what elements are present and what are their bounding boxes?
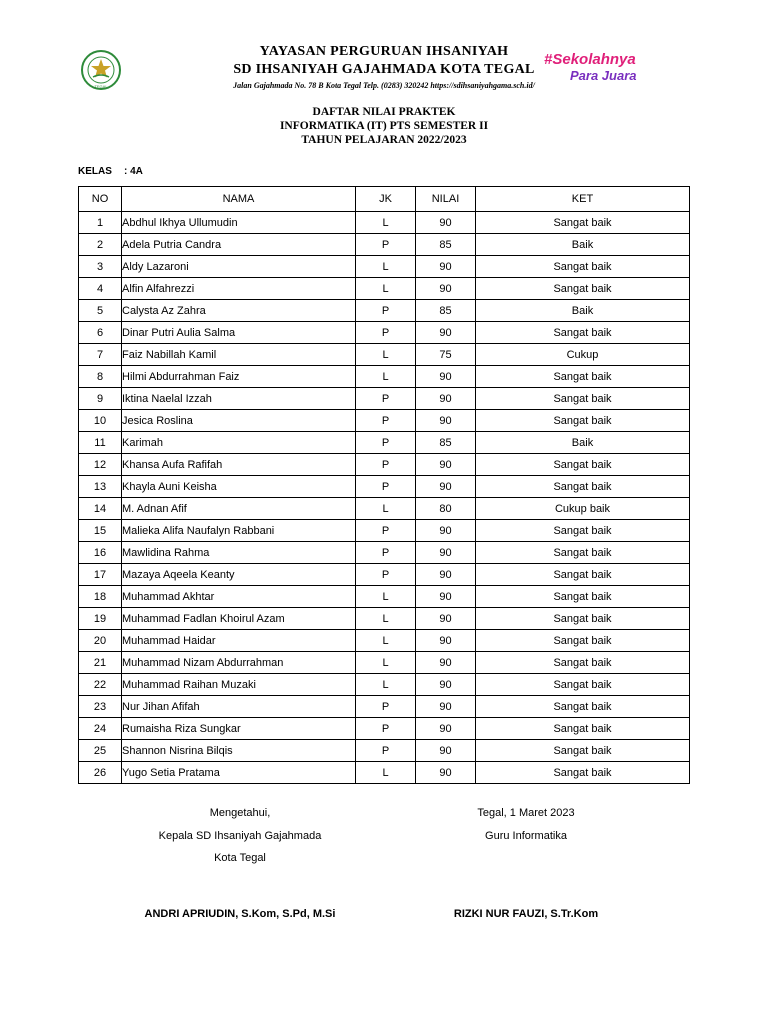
row-ket: Baik: [476, 432, 690, 454]
row-ket: Sangat baik: [476, 212, 690, 234]
sig-left-line3: Kota Tegal: [214, 852, 266, 864]
row-nama: M. Adnan Afif: [122, 498, 356, 520]
row-no: 9: [79, 388, 122, 410]
table-row: [79, 322, 690, 344]
foundation-name: YAYASAN PERGURUAN IHSANIYAH: [259, 44, 509, 59]
row-nilai: 90: [416, 652, 476, 674]
row-nilai: 90: [416, 564, 476, 586]
row-no: 10: [79, 410, 122, 432]
table-row: [79, 476, 690, 498]
header-no: NO: [79, 187, 122, 212]
row-nilai: 90: [416, 322, 476, 344]
row-nilai: 90: [416, 410, 476, 432]
row-ket: Sangat baik: [476, 278, 690, 300]
row-jk: L: [356, 630, 416, 652]
row-no: 24: [79, 718, 122, 740]
table-row: [79, 212, 690, 234]
row-nilai: 90: [416, 476, 476, 498]
sig-left-name: ANDRI APRIUDIN, S.Kom, S.Pd, M.Si: [144, 908, 336, 920]
row-nama: Muhammad Fadlan Khoirul Azam: [122, 608, 356, 630]
school-address: Jalan Gajahmada No. 78 B Kota Tegal Telp. (0283) 320242 https://sdihsaniyahgama.sch.id/: [233, 81, 535, 90]
table-row: [79, 300, 690, 322]
row-jk: L: [356, 256, 416, 278]
row-jk: L: [356, 498, 416, 520]
table-row: [79, 630, 690, 652]
row-no: 22: [79, 674, 122, 696]
table-row: [79, 498, 690, 520]
row-ket: Sangat baik: [476, 696, 690, 718]
row-ket: Sangat baik: [476, 718, 690, 740]
table-row: [79, 344, 690, 366]
row-jk: L: [356, 674, 416, 696]
table-row: [79, 256, 690, 278]
table-row: [79, 410, 690, 432]
row-ket: Sangat baik: [476, 256, 690, 278]
row-no: 5: [79, 300, 122, 322]
row-no: 2: [79, 234, 122, 256]
row-no: 20: [79, 630, 122, 652]
doc-title-line1: DAFTAR NILAI PRAKTEK: [312, 106, 456, 118]
row-ket: Sangat baik: [476, 586, 690, 608]
table-row: [79, 564, 690, 586]
sig-left-line1: Mengetahui,: [209, 807, 271, 819]
table-row: [79, 762, 690, 784]
row-nama: Abdhul Ikhya Ullumudin: [122, 212, 356, 234]
table-row: [79, 432, 690, 454]
row-nilai: 85: [416, 234, 476, 256]
row-nama: Muhammad Haidar: [122, 630, 356, 652]
row-ket: Sangat baik: [476, 366, 690, 388]
row-nilai: 90: [416, 586, 476, 608]
row-nama: Muhammad Raihan Muzaki: [122, 674, 356, 696]
table-row: [79, 652, 690, 674]
row-jk: L: [356, 608, 416, 630]
row-ket: Sangat baik: [476, 410, 690, 432]
row-nama: Karimah: [122, 432, 356, 454]
row-nama: Yugo Setia Pratama: [122, 762, 356, 784]
row-nilai: 90: [416, 740, 476, 762]
row-jk: P: [356, 322, 416, 344]
row-no: 4: [79, 278, 122, 300]
row-no: 16: [79, 542, 122, 564]
row-nama: Mawlidina Rahma: [122, 542, 356, 564]
table-header-row: [79, 187, 690, 212]
doc-title-line3: TAHUN PELAJARAN 2022/2023: [301, 134, 467, 146]
row-no: 17: [79, 564, 122, 586]
row-nama: Khansa Aufa Rafifah: [122, 454, 356, 476]
sig-left-line2: Kepala SD Ihsaniyah Gajahmada: [158, 830, 322, 842]
header-ket: KET: [476, 187, 690, 212]
row-nama: Aldy Lazaroni: [122, 256, 356, 278]
sig-right-line2: Guru Informatika: [485, 830, 567, 842]
row-jk: P: [356, 520, 416, 542]
row-no: 12: [79, 454, 122, 476]
row-nilai: 90: [416, 454, 476, 476]
logo-caption: TEGAL: [94, 84, 108, 89]
row-jk: P: [356, 696, 416, 718]
row-no: 8: [79, 366, 122, 388]
row-nama: Hilmi Abdurrahman Faiz: [122, 366, 356, 388]
row-ket: Sangat baik: [476, 762, 690, 784]
row-jk: P: [356, 234, 416, 256]
table-row: [79, 366, 690, 388]
row-nilai: 90: [416, 366, 476, 388]
row-no: 23: [79, 696, 122, 718]
row-nama: Iktina Naelal Izzah: [122, 388, 356, 410]
row-nama: Faiz Nabillah Kamil: [122, 344, 356, 366]
row-no: 19: [79, 608, 122, 630]
row-jk: L: [356, 212, 416, 234]
row-nama: Dinar Putri Aulia Salma: [122, 322, 356, 344]
table-row: [79, 674, 690, 696]
table-row: [79, 234, 690, 256]
table-row: [79, 740, 690, 762]
row-ket: Sangat baik: [476, 608, 690, 630]
row-jk: P: [356, 410, 416, 432]
row-jk: L: [356, 366, 416, 388]
row-nilai: 90: [416, 674, 476, 696]
row-ket: Sangat baik: [476, 564, 690, 586]
row-jk: P: [356, 476, 416, 498]
row-ket: Sangat baik: [476, 652, 690, 674]
row-nama: Muhammad Nizam Abdurrahman: [122, 652, 356, 674]
kelas-value: : 4A: [124, 166, 143, 177]
row-jk: L: [356, 278, 416, 300]
sig-right-name: RIZKI NUR FAUZI, S.Tr.Kom: [453, 908, 599, 920]
row-jk: L: [356, 586, 416, 608]
school-name: SD IHSANIYAH GAJAHMADA KOTA TEGAL: [233, 62, 535, 77]
row-ket: Baik: [476, 300, 690, 322]
row-ket: Sangat baik: [476, 454, 690, 476]
row-nama: Muhammad Akhtar: [122, 586, 356, 608]
table-row: [79, 278, 690, 300]
table-row: [79, 718, 690, 740]
row-nama: Adela Putria Candra: [122, 234, 356, 256]
table-row: [79, 608, 690, 630]
doc-title-line2: INFORMATIKA (IT) PTS SEMESTER II: [279, 120, 489, 132]
table-row: [79, 388, 690, 410]
row-jk: L: [356, 344, 416, 366]
row-nama: Rumaisha Riza Sungkar: [122, 718, 356, 740]
row-jk: P: [356, 718, 416, 740]
row-nilai: 80: [416, 498, 476, 520]
table-row: [79, 454, 690, 476]
row-nama: Malieka Alifa Naufalyn Rabbani: [122, 520, 356, 542]
row-nilai: 90: [416, 388, 476, 410]
row-no: 13: [79, 476, 122, 498]
row-nilai: 90: [416, 542, 476, 564]
row-nilai: 75: [416, 344, 476, 366]
row-no: 15: [79, 520, 122, 542]
row-ket: Sangat baik: [476, 740, 690, 762]
row-ket: Sangat baik: [476, 520, 690, 542]
row-ket: Cukup baik: [476, 498, 690, 520]
header-nama: NAMA: [122, 187, 356, 212]
row-nama: Alfin Alfahrezzi: [122, 278, 356, 300]
row-nilai: 85: [416, 432, 476, 454]
slogan-line1: #Sekolahnya: [544, 51, 636, 68]
slogan-line2: Para Juara: [570, 68, 637, 83]
row-no: 14: [79, 498, 122, 520]
row-no: 21: [79, 652, 122, 674]
header-nilai: NILAI: [416, 187, 476, 212]
row-nilai: 90: [416, 278, 476, 300]
row-no: 25: [79, 740, 122, 762]
sig-right-line1: Tegal, 1 Maret 2023: [477, 807, 575, 819]
row-jk: P: [356, 564, 416, 586]
row-ket: Cukup: [476, 344, 690, 366]
row-jk: L: [356, 652, 416, 674]
table-row: [79, 586, 690, 608]
row-no: 1: [79, 212, 122, 234]
row-jk: L: [356, 762, 416, 784]
row-no: 3: [79, 256, 122, 278]
row-no: 18: [79, 586, 122, 608]
row-jk: P: [356, 432, 416, 454]
row-no: 26: [79, 762, 122, 784]
row-nilai: 90: [416, 212, 476, 234]
row-ket: Sangat baik: [476, 674, 690, 696]
row-nama: Shannon Nisrina Bilqis: [122, 740, 356, 762]
table-row: [79, 696, 690, 718]
row-nilai: 90: [416, 256, 476, 278]
table-row: [79, 520, 690, 542]
row-nama: Nur Jihan Afifah: [122, 696, 356, 718]
header-jk: JK: [356, 187, 416, 212]
row-ket: Sangat baik: [476, 630, 690, 652]
row-nilai: 90: [416, 520, 476, 542]
row-jk: P: [356, 300, 416, 322]
row-nilai: 90: [416, 696, 476, 718]
row-nama: Jesica Roslina: [122, 410, 356, 432]
row-ket: Sangat baik: [476, 476, 690, 498]
row-nilai: 90: [416, 762, 476, 784]
row-nama: Khayla Auni Keisha: [122, 476, 356, 498]
row-nama: Mazaya Aqeela Keanty: [122, 564, 356, 586]
row-jk: P: [356, 454, 416, 476]
row-jk: P: [356, 740, 416, 762]
row-ket: Sangat baik: [476, 388, 690, 410]
row-ket: Baik: [476, 234, 690, 256]
row-jk: P: [356, 388, 416, 410]
row-nilai: 90: [416, 718, 476, 740]
grades-table: [78, 186, 690, 784]
row-ket: Sangat baik: [476, 542, 690, 564]
kelas-label: KELAS: [78, 166, 112, 177]
row-no: 7: [79, 344, 122, 366]
row-no: 6: [79, 322, 122, 344]
row-nama: Calysta Az Zahra: [122, 300, 356, 322]
row-nilai: 90: [416, 608, 476, 630]
row-no: 11: [79, 432, 122, 454]
row-nilai: 85: [416, 300, 476, 322]
row-jk: P: [356, 542, 416, 564]
row-nilai: 90: [416, 630, 476, 652]
table-row: [79, 542, 690, 564]
row-ket: Sangat baik: [476, 322, 690, 344]
